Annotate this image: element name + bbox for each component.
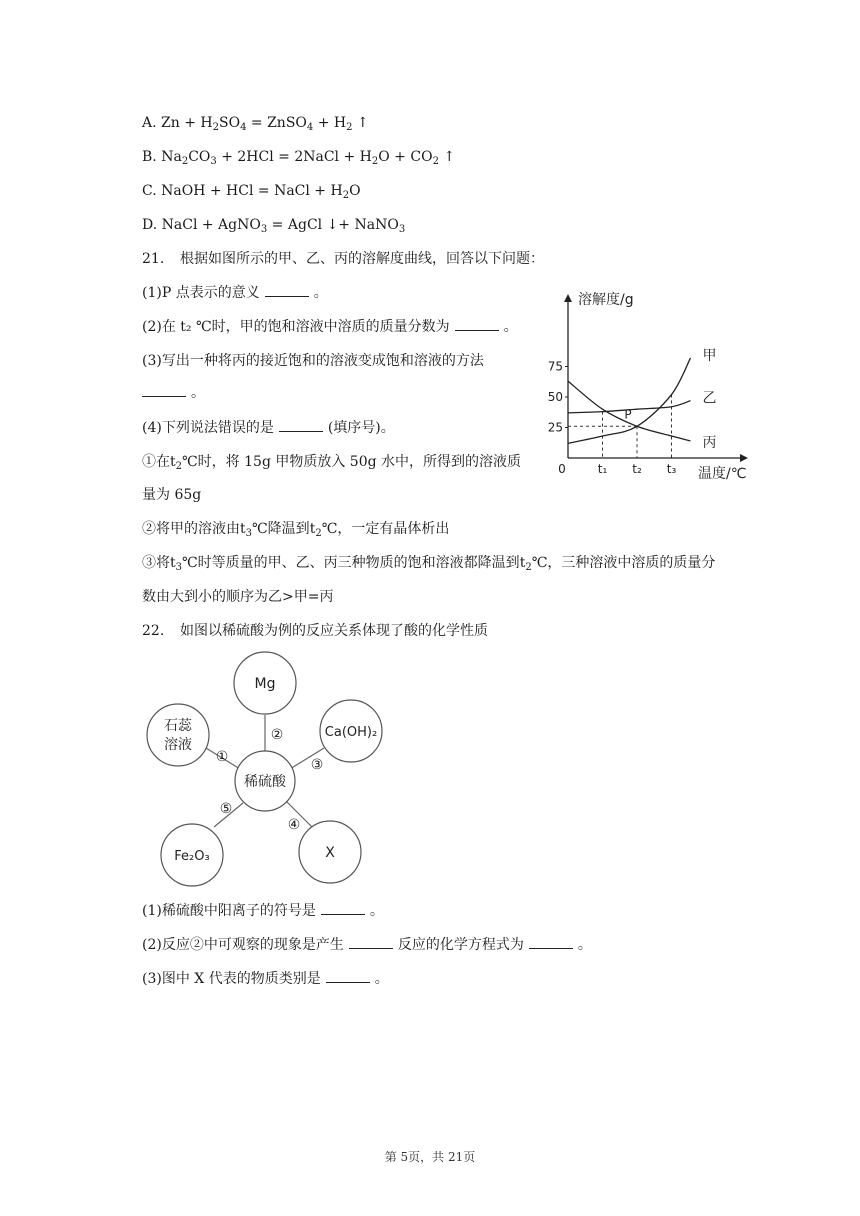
series-label-1: 甲 (702, 347, 717, 364)
q21-part3-blank-line (142, 384, 205, 402)
q21-p3-text: (3)写出一种将丙的接近饱和的溶液变成饱和溶液的方法 (142, 353, 484, 369)
equation-d: NaCl + AgNO$_3$ = AgCl ↓+ NaNO$_3$ (161, 217, 406, 235)
reaction-number-2: ② (270, 727, 284, 743)
s3-c: ℃，三种溶液中溶质的质量分 (531, 555, 716, 571)
q21-p1-text: (1)P 点表示的意义 (142, 285, 260, 301)
solubility-chart (548, 282, 760, 484)
option-a-prefix: A. (142, 115, 157, 131)
page-footer: 第 5页，共 21页 (384, 1150, 476, 1164)
q22-part2 (142, 936, 592, 954)
origin-label: 0 (558, 462, 566, 476)
q22-stem (142, 622, 488, 640)
y-tick-label-50: 50 (548, 390, 563, 404)
s3-line2: 数由大到小的顺序为乙>甲=丙 (142, 589, 334, 605)
q22-p2-text: (2)反应②中可观察的现象是产生 (142, 937, 344, 953)
reaction-number-3: ③ (310, 757, 324, 773)
s3-b: ℃时等质量的甲、乙、丙三种物质的饱和溶液都降温到 (182, 555, 520, 571)
answer-blank[interactable] (265, 284, 309, 297)
caoh2-label: Ca(OH)₂ (324, 725, 378, 740)
q22-p3-post: 。 (374, 971, 389, 987)
y-tick-label-75: 75 (548, 359, 563, 374)
s1-b: ℃时，将 15g 甲物质放入 50g 水中，所得到的溶液质 (182, 454, 522, 470)
litmus-label-2: 溶液 (164, 737, 192, 753)
q21-part2 (142, 318, 518, 336)
option-c (142, 182, 361, 205)
q21-stem-text: 根据如图所示的甲、乙、丙的溶解度曲线，回答以下问题： (180, 251, 544, 267)
x-axis-arrow (740, 454, 748, 462)
equation-c: NaOH + HCl = NaCl + $H_2O$ (161, 183, 361, 201)
option-b-prefix: B. (142, 149, 157, 165)
x-tick-label-2: t₂ (632, 462, 642, 476)
answer-blank[interactable] (142, 384, 186, 397)
equation-b: $Na_2CO_3 + 2HCl$ = 2NaCl + $H_2O + CO_2$ ↑ (161, 149, 456, 167)
x-tick-label-1: t₁ (597, 462, 608, 476)
reaction-number-1: ① (215, 749, 229, 765)
litmus-node (147, 704, 209, 766)
option-d-prefix: D. (142, 217, 158, 233)
answer-blank[interactable] (326, 970, 370, 983)
x-axis-label: 温度/℃ (698, 466, 747, 482)
q21-stem (142, 250, 544, 268)
answer-blank[interactable] (349, 936, 393, 949)
s3-a: ③将 (142, 555, 170, 571)
x-label: X (325, 845, 335, 861)
answer-blank[interactable] (529, 936, 573, 949)
q21-statement-3-cont (142, 588, 333, 606)
q22-p2-mid: 反应的化学方程式为 (397, 937, 524, 953)
q21-p2-text: (2)在 t₂ ℃时，甲的饱和溶液中溶质的质量分数为 (142, 319, 450, 335)
q21-part4 (142, 419, 395, 437)
reaction-diagram (130, 645, 390, 893)
point-p-label: P (624, 407, 632, 422)
series-label-3: 丙 (702, 434, 717, 451)
series-line-1 (568, 358, 690, 443)
q22-stem-text: 如图以稀硫酸为例的反应关系体现了酸的化学性质 (180, 623, 488, 639)
answer-blank[interactable] (279, 419, 323, 432)
q22-p2-post: 。 (577, 937, 592, 953)
litmus-label-1: 石蕊 (164, 718, 192, 734)
q22-p1-text: (1)稀硫酸中阳离子的符号是 (142, 903, 316, 919)
q22-part3 (142, 970, 389, 988)
answer-blank[interactable] (455, 318, 499, 331)
s1-line2: 量为 65g (142, 487, 202, 503)
s1-a: ①在 (142, 454, 170, 470)
q21-p4-post: (填序号)。 (327, 420, 395, 436)
q21-p1-post: 。 (313, 285, 328, 301)
y-tick-label-25: 25 (548, 420, 563, 435)
q21-part3 (142, 352, 484, 370)
s2-c: ℃，一定有晶体析出 (321, 521, 450, 537)
q22-part1 (142, 902, 384, 920)
option-d (142, 216, 405, 239)
q21-p3-post: 。 (191, 385, 205, 401)
q22-number: 22. (142, 623, 165, 639)
y-axis-label: 溶解度/g (578, 292, 634, 308)
option-a (142, 114, 369, 137)
q22-p3-text: (3)图中 X 代表的物质类别是 (142, 971, 321, 987)
reaction-number-5: ⑤ (219, 801, 233, 817)
q21-statement-2: ②将甲的溶液由$t_3℃$降温到$t_2℃$，一定有晶体析出 (142, 521, 450, 539)
reaction-number-4: ④ (287, 817, 301, 833)
fe2o3-label: Fe₂O₃ (174, 849, 210, 864)
option-b (142, 148, 455, 171)
s2-b: ℃降温到 (252, 521, 310, 537)
series-label-2: 乙 (702, 390, 717, 407)
q21-number: 21. (142, 251, 165, 267)
answer-blank[interactable] (321, 902, 365, 915)
y-axis-arrow (564, 294, 572, 302)
q21-p2-post: 。 (503, 319, 518, 335)
x-tick-label-3: t₃ (666, 462, 677, 476)
q21-statement-1: ①在$t_2℃$时，将 15g 甲物质放入 50g 水中，所得到的溶液质 (142, 454, 522, 472)
mg-label: Mg (254, 676, 276, 692)
q22-p1-post: 。 (369, 903, 384, 919)
equation-a: $Zn + H_2SO_4$ = ZnSO$_4$ + $H_2$ ↑ (161, 115, 369, 133)
q21-p4-text: (4)下列说法错误的是 (142, 420, 274, 436)
q21-part1 (142, 284, 328, 302)
q21-statement-3: ③将$t_3℃$时等质量的甲、乙、丙三种物质的饱和溶液都降温到$t_2℃$，三种溶液中溶质的质量分 (142, 555, 716, 573)
s2-a: ②将甲的溶液由 (142, 521, 240, 537)
center-label: 稀硫酸 (244, 774, 286, 790)
option-c-prefix: C. (142, 183, 157, 199)
q21-statement-1-cont (142, 486, 201, 504)
